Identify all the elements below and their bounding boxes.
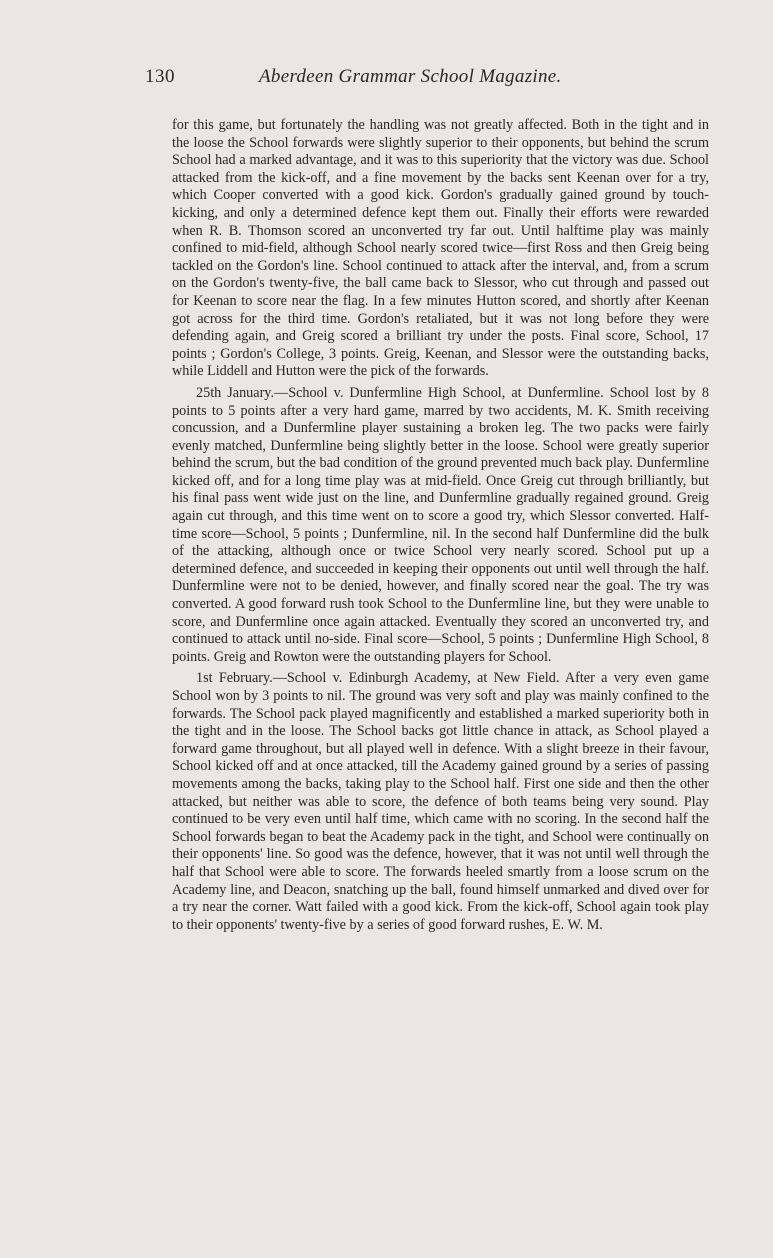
journal-title: Aberdeen Grammar School Magazine. [259,66,562,87]
running-head [145,62,705,92]
paragraph-gordons-match-continued: for this game, but fortunately the handling was not greatly affected. Both in the tight and in the loose the School forwards were slightly superior to their opponents, but behind the scrum School had a marked advantage, and it was to this superiority that the victory was due. School attacked from the kick-off, and a fine movement by the backs sent Keenan over for a try, which Cooper converted with a good kick. Gordon's gradually gained ground by touch-kicking, and only a determined defence kept them out. Finally their efforts were rewarded when R. B. Thomson scored an unconverted try far out. Until halftime play was mainly confined to mid-field, although School nearly scored twice—first Ross and then Greig being tackled on the Gordon's line. School continued to attack after the interval, and, from a scrum on the Gordon's twenty-five, the ball came back to Slessor, who cut through and passed out for Keenan to score near the flag. In a few minutes Hutton scored, and shortly after Keenan got across for the third time. Gordon's retaliated, but it was not long before they were defending again, and Greig scored a brilliant try under the posts. Final score, School, 17 points ; Gordon's College, 3 points. Greig, Keenan, and Slessor were the outstanding backs, while Liddell and Hutton were the pick of the forwards. [172,117,709,380]
paragraph-dunfermline-match: 25th January.—School v. Dunfermline High School, at Dunfermline. School lost by 8 points to 5 points after a very hard game, marred by two accidents, M. K. Smith receiving concussion, and a Dunfermline player sustaining a broken leg. The two packs were fairly evenly matched, Dunfermline being slightly better in the loose. School were greatly superior behind the scrum, but the bad condition of the ground prevented much back play. Dunfermline kicked off, and for a long time play was at mid-field. Once Greig cut through brilliantly, but his final pass went wide just on the line, and Dunfermline gradually regained ground. Greig again cut through, and this time went on to score a good try, which Slessor converted. Half-time score—School, 5 points ; Dunfermline, nil. In the second half Dunfermline did the bulk of the attacking, although once or twice School very nearly scored. School put up a determined defence, and succeeded in keeping their opponents out until well through the half. Dunfermline were not to be denied, however, and finally scored near the goal. The try was converted. A good forward rush took School to the Dunfermline line, but they were unable to score, and Dunfermline once again attacked. Eventually they scored an unconverted try, and continued to attack until no-side. Final score—School, 5 points ; Dunfermline High School, 8 points. Greig and Rowton were the outstanding players for School. [172,384,709,665]
page-number: 130 [145,66,175,87]
paragraph-edinburgh-academy-match: 1st February.—School v. Edinburgh Academy, at New Field. After a very even game School won by 3 points to nil. The ground was very soft and play was mainly confined to the forwards. The School pack played magnificently and established a marked superiority both in the tight and in the loose. The School backs got little chance in attack, as School played a forward game throughout, but all played well in defence. With a slight breeze in their favour, School kicked off and at once attacked, till the Academy gained ground by a series of passing movements among the backs, taking play to the School half. First one side and then the other attacked, but neither was able to score, the defence of both teams being very sound. Play continued to be very even until half time, which came with no scoring. In the second half the School forwards began to beat the Academy pack in the tight, and School were continually on their opponents' line. So good was the defence, however, that it was not until well through the half that School were able to score. The forwards heeled smartly from a loose scrum on the Academy line, and Deacon, snatching up the ball, found himself unmarked and dived over for a try near the corner. Watt failed with a good kick. From the kick-off, School again took play to their opponents' twenty-five by a series of good forward rushes, E. W. M. [172,670,709,933]
article-body [172,117,709,938]
